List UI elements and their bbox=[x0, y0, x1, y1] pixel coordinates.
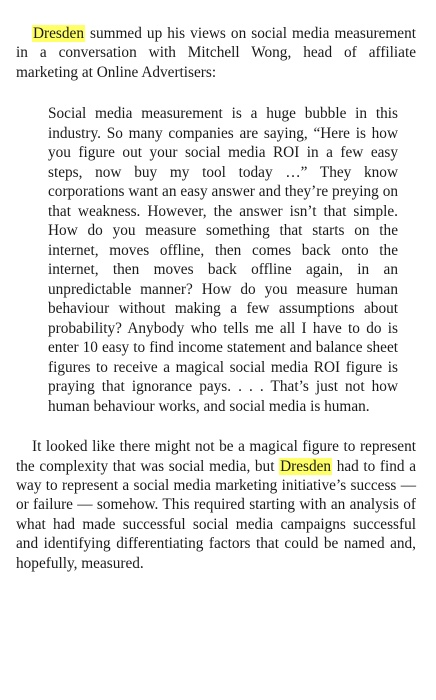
block-quote bbox=[48, 104, 398, 416]
quote-text: Social media measurement is a huge bubble in this industry. So many companies are saying, “Here is how you figure out your social media ROI in a few easy steps, now buy my tool today …” They know corporations want an easy answer and they’re preying on that weakness. However, the answer isn’t that simple. How do you measure something that starts on the internet, moves offline, then comes back onto the internet, then moves back offline again, in an unpredictable manner? How do you measure human behaviour without making a few assumptions about probability? Anybody who tells me all I have to do is enter 10 easy to find income statement and balance sheet figures to receive a magical social media ROI figure is praying that ignorance pays. . . . That’s just not how human behaviour works, and social media is human. bbox=[48, 105, 398, 415]
closing-text-after: had to find a way to represent a social media marketing initiative’s success — or failure — somehow. This required starting with an analysis of what had made successful social media campaigns successful and identifying differentiating factors that could be named and, hopefully, measured. bbox=[16, 457, 416, 572]
highlighted-name: Dresden bbox=[33, 25, 84, 42]
intro-paragraph bbox=[16, 24, 416, 82]
intro-text: summed up his views on social media measurement in a conversation with Mitchell Wong, head of affiliate marketing at Online Advertisers: bbox=[16, 25, 416, 81]
highlighted-name: Dresden bbox=[280, 457, 332, 475]
closing-text-before: It looked like there might not be a magical figure to represent the complexity that was social media, but bbox=[16, 438, 416, 475]
closing-paragraph bbox=[16, 437, 416, 573]
